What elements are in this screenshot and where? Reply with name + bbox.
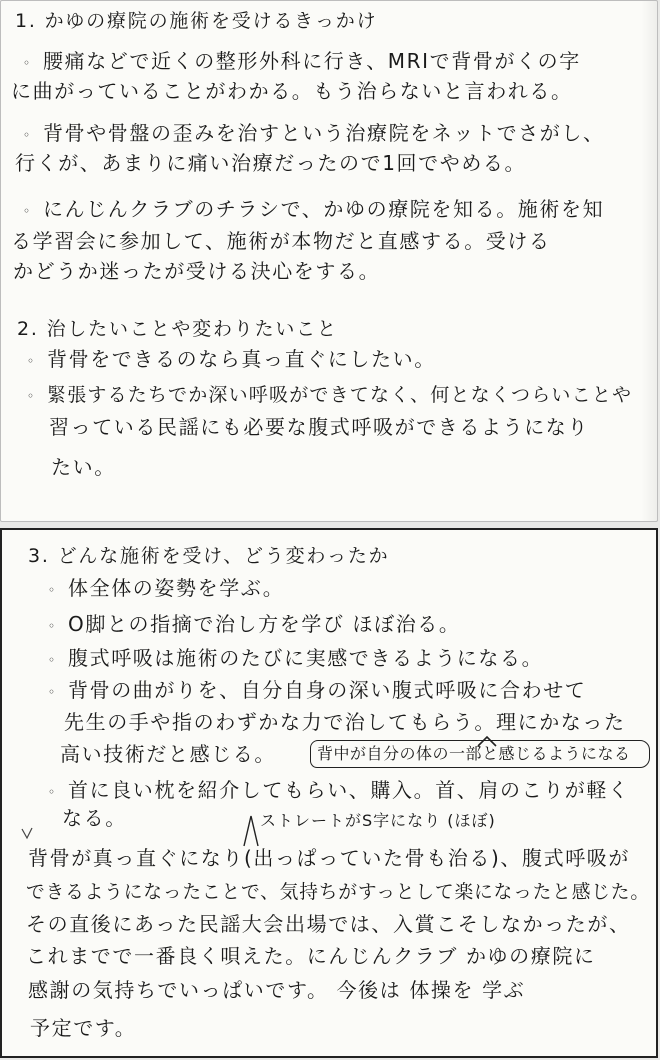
text-line: 腰痛などで近くの整形外科に行き、MRIで背骨がくの字 (43, 49, 581, 73)
text-line: 背骨をできるのなら真っ直ぐにしたい。 (47, 347, 436, 371)
section-3-item-3 (48, 644, 543, 674)
section-1-item-3-line-3: かどうか迷ったが受ける決心をする。 (13, 259, 381, 283)
section-2-item-1-line-1 (27, 345, 436, 375)
section-3-item-4-line-1 (48, 676, 586, 706)
section-1-item-2-line-2: 行くが、あまりに痛い治療だったので1回でやめる。 (15, 151, 527, 175)
section-3-heading: 3. どんな施術を受け、どう変わったか (28, 545, 390, 567)
insert-caret-icon (242, 812, 260, 848)
section-3-item-5-line-1 (48, 776, 630, 806)
text-line: 体全体の姿勢を学ぶ。 (68, 576, 285, 600)
section-1-heading: 1. かゆの療院の施術を受けるきっかけ (15, 10, 378, 32)
bullet-circle-icon: ◦ (48, 618, 57, 633)
section-2-item-2-line-3: たい。 (51, 455, 116, 479)
questionnaire-page-1 (0, 0, 658, 522)
section-1-item-1-line-2: に曲がっていることがわかる。もう治らないと言われる。 (11, 79, 573, 103)
boxed-note: 背中が自分の体の一部と感じるようになる (310, 740, 650, 768)
section-2-heading: 2. 治したいことや変わりたいこと (17, 318, 338, 340)
section-3-item-1 (48, 574, 284, 604)
inserted-note: ストレートがS字になり (ほぼ) (260, 811, 496, 830)
bullet-circle-icon: ◦ (23, 55, 32, 70)
closing-line-3: その直後にあった民謡大会出場では、入賞こそしなかったが、 (26, 912, 631, 936)
bullet-circle-icon: ◦ (27, 388, 36, 403)
section-1-item-1-line-1 (23, 47, 581, 77)
text-line: 緊張するたちでか深い呼吸ができてなく、何となくつらいことや (47, 384, 633, 406)
questionnaire-page-2 (0, 528, 658, 1058)
section-3-item-4-line-3: 高い技術だと感じる。 (60, 742, 276, 766)
bullet-circle-icon: ◦ (48, 652, 57, 667)
section-2-item-2-line-1 (27, 381, 632, 410)
text-line: 背骨や骨盤の歪みを治すという治療院をネットでさがし、 (43, 121, 605, 145)
section-1-item-2-line-1 (23, 119, 605, 149)
section-1-item-3-line-2: る学習会に参加して、施術が本物だと直感する。受ける (11, 229, 551, 253)
text-line: にんじんクラブのチラシで、かゆの療院を知る。施術を知 (43, 197, 605, 221)
section-3-item-5-line-2: なる。 (62, 806, 127, 830)
closing-line-4: これまでで一番良く唄えた。にんじんクラブ かゆの療院に (26, 944, 596, 968)
bullet-circle-icon: ◦ (23, 203, 32, 218)
text-line: 背骨の曲がりを、自分自身の深い腹式呼吸に合わせて (68, 678, 587, 702)
bullet-circle-icon: ◦ (23, 127, 32, 142)
section-3-item-4-line-2: 先生の手や指のわずかな力で治してもらう。理にかなった (64, 710, 626, 734)
bullet-circle-icon: ◦ (48, 582, 57, 597)
section-1-item-3-line-1 (23, 195, 604, 225)
text-line: O脚との指摘で治し方を学び ほぼ治る。 (68, 612, 461, 636)
bullet-circle-icon: ◦ (48, 784, 57, 799)
bullet-circle-icon: ◦ (48, 684, 57, 699)
bullet-circle-icon: ◦ (27, 353, 36, 368)
closing-line-5: 感謝の気持ちでいっぱいです。 今後は 体操を 学ぶ (28, 978, 526, 1002)
text-line: 腹式呼吸は施術のたびに実感できるようになる。 (68, 646, 544, 670)
check-mark-icon (20, 826, 34, 840)
closing-line-1: 背骨が真っ直ぐになり(出っぱっていた骨も治る)、腹式呼吸が (28, 846, 631, 870)
section-3-item-2 (48, 610, 461, 640)
section-2-item-2-line-2: 習っている民謡にも必要な腹式呼吸ができるようになり (49, 415, 589, 439)
closing-line-2: できるようになったことで、気持ちがすっとして楽になったと感じた。 (26, 881, 650, 903)
text-line: 首に良い枕を紹介してもらい、購入。首、肩のこりが軽く (68, 778, 630, 802)
closing-line-6: 予定です。 (30, 1016, 137, 1040)
